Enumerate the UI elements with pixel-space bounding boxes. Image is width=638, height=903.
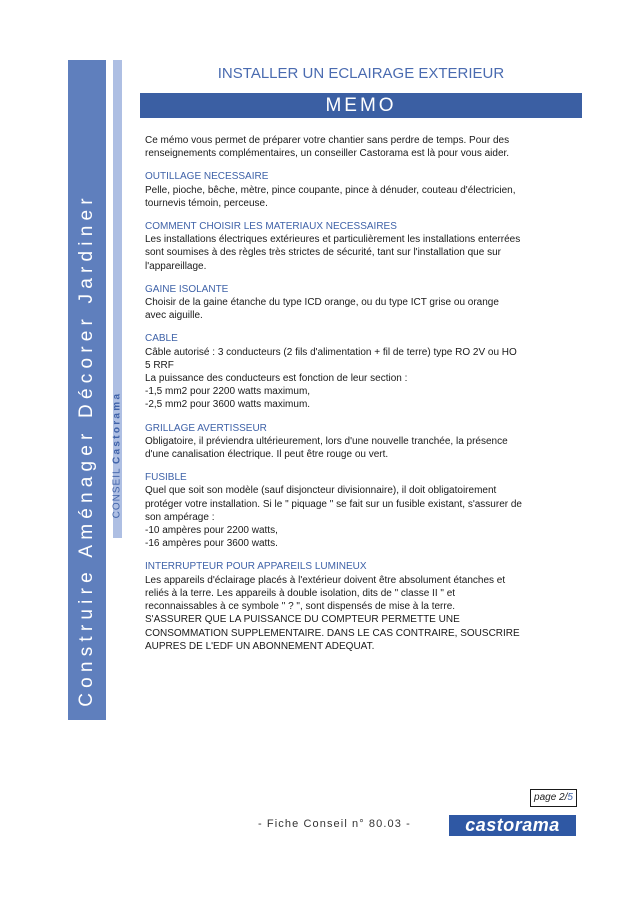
intro-line: renseignements complémentaires, un conseiller Castorama est là pour vous aider. bbox=[145, 148, 510, 160]
section-line: reliés à la terre. Les appareils à double isolation, dits de " classe II " et bbox=[145, 587, 456, 599]
section-line: -16 ampères pour 3600 watts. bbox=[145, 538, 278, 550]
castorama-logo: castorama bbox=[449, 815, 576, 836]
section-line: reconnaissables à ce symbole " ? ", sont dispensés de mise à la terre. bbox=[145, 601, 456, 613]
sidebar-vertical-title: Construire Aménager Décorer Jardiner bbox=[76, 193, 97, 707]
section-line: Les appareils d'éclairage placés à l'extérieur doivent être absolument étanches et bbox=[145, 574, 506, 586]
memo-content bbox=[145, 134, 565, 663]
section-line: 5 RRF bbox=[145, 359, 174, 371]
intro-paragraph bbox=[145, 134, 565, 160]
section-line: sont soumises à des règles très strictes de sécurité, tant sur l'installation que sur bbox=[145, 247, 501, 259]
section-heading: GRILLAGE AVERTISSEUR bbox=[145, 422, 267, 434]
page-label: page 2/ bbox=[534, 792, 568, 803]
section-line: AUPRES DE L'EDF UN ABONNEMENT ADEQUAT. bbox=[145, 640, 375, 652]
section-fusible bbox=[145, 471, 565, 550]
section-line: Pelle, pioche, bêche, mètre, pince coupante, pince à dénuder, couteau d'électricien, bbox=[145, 184, 516, 196]
section-line: l'appareillage. bbox=[145, 260, 207, 272]
page-title: INSTALLER UN ECLAIRAGE EXTERIEUR bbox=[217, 65, 505, 82]
section-line: Choisir de la gaine étanche du type ICD orange, ou du type ICT grise ou orange bbox=[145, 297, 499, 309]
section-heading: INTERRUPTEUR POUR APPAREILS LUMINEUX bbox=[145, 561, 367, 573]
section-line: avec aiguille. bbox=[145, 310, 203, 322]
section-heading: CABLE bbox=[145, 333, 178, 345]
section-line: protéger votre installation. Si le " piquage " se fait sur un fusible existant, s'assurer de bbox=[145, 498, 522, 510]
section-line: Câble autorisé : 3 conducteurs (2 fils d'alimentation + fil de terre) type RO 2V ou HO bbox=[145, 346, 517, 358]
memo-banner: MEMO bbox=[140, 93, 582, 118]
section-line: S'ASSURER QUE LA PUISSANCE DU COMPTEUR PERMETTE UNE bbox=[145, 614, 460, 626]
section-gaine bbox=[145, 283, 565, 323]
section-line: -1,5 mm2 pour 2200 watts maximum, bbox=[145, 386, 311, 398]
section-materiaux bbox=[145, 220, 565, 273]
section-line: La puissance des conducteurs est fonction de leur section : bbox=[145, 373, 408, 385]
section-line: CONSOMMATION SUPPLEMENTAIRE. DANS LE CAS CONTRAIRE, SOUSCRIRE bbox=[145, 627, 520, 639]
section-line: son ampérage : bbox=[145, 511, 215, 523]
conseil-brand: Castorama bbox=[111, 391, 123, 465]
section-heading: OUTILLAGE NECESSAIRE bbox=[145, 171, 269, 183]
section-heading: COMMENT CHOISIR LES MATERIAUX NECESSAIRES bbox=[145, 221, 397, 233]
section-line: Les installations électriques extérieures et particulièrement les installations enterrées bbox=[145, 234, 521, 246]
page-total: 5 bbox=[567, 792, 573, 803]
section-line: tournevis témoin, perceuse. bbox=[145, 197, 268, 209]
section-heading: GAINE ISOLANTE bbox=[145, 283, 229, 295]
conseil-castorama-label bbox=[112, 392, 123, 519]
page-indicator bbox=[530, 789, 577, 807]
section-interrupteur bbox=[145, 560, 565, 652]
section-heading: FUSIBLE bbox=[145, 472, 187, 484]
section-line: d'une canalisation électrique. Il peut être rouge ou vert. bbox=[145, 449, 389, 461]
section-line: Obligatoire, il préviendra ultérieurement, lors d'une nouvelle tranchée, la présence bbox=[145, 435, 508, 447]
conseil-label: CONSEIL bbox=[111, 467, 123, 519]
section-cable bbox=[145, 332, 565, 411]
section-outillage bbox=[145, 170, 565, 210]
section-line: -2,5 mm2 pour 3600 watts maximum. bbox=[145, 399, 311, 411]
section-grillage bbox=[145, 422, 565, 462]
section-line: -10 ampères pour 2200 watts, bbox=[145, 525, 278, 537]
fiche-number: - Fiche Conseil n° 80.03 - bbox=[258, 818, 411, 830]
section-line: Quel que soit son modèle (sauf disjoncteur divisionnaire), il doit obligatoirement bbox=[145, 485, 497, 497]
intro-line: Ce mémo vous permet de préparer votre chantier sans perdre de temps. Pour des bbox=[145, 135, 510, 146]
